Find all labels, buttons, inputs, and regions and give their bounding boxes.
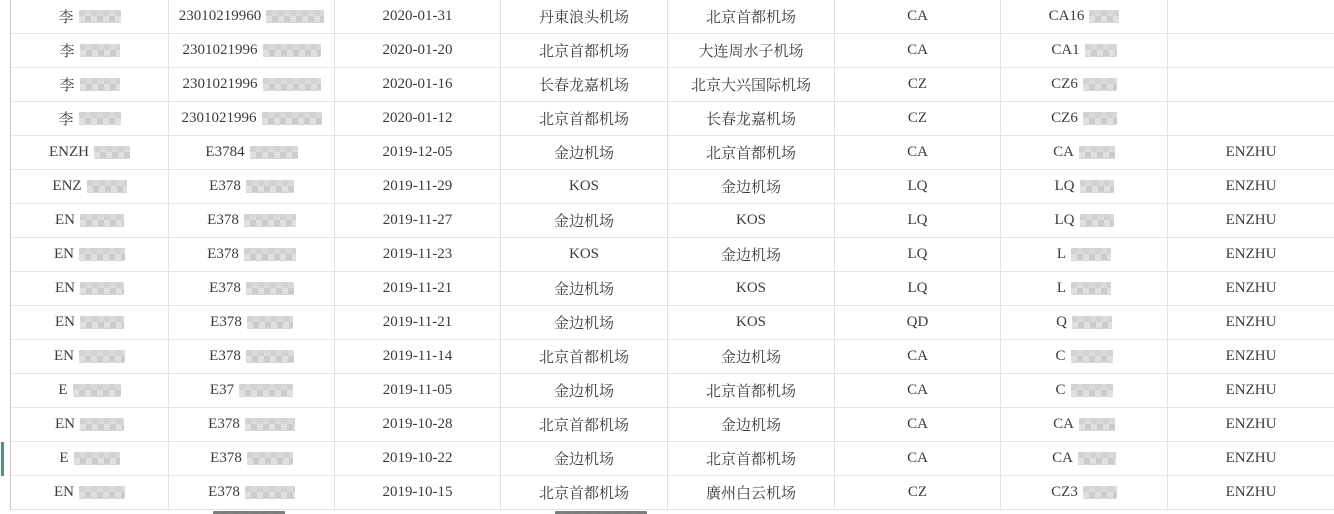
redaction-blur [1080,180,1114,193]
cell-text: 李 [58,10,74,26]
cell-id-number[interactable] [169,340,335,373]
cell-airline-code[interactable] [835,34,1001,67]
table-row [11,476,1334,510]
cell-flight-date[interactable] [335,476,501,509]
cell-text: 金边机场 [720,350,781,366]
cell-airline-code[interactable] [835,68,1001,101]
redaction-blur [1079,146,1115,159]
cell-text: 2020-01-31 [382,8,453,24]
cell-flight-number[interactable] [1001,136,1168,169]
cell-text: LQ [907,178,928,194]
cell-remark[interactable] [1168,374,1334,407]
cell-text: 丹東浪头机场 [538,10,629,26]
redaction-blur [250,146,298,159]
redaction-blur [239,384,293,397]
cell-text: 2019-11-23 [382,246,453,262]
redaction-blur [266,10,324,23]
cell-airline-code[interactable] [835,442,1001,475]
redaction-blur [244,214,296,227]
redaction-blur [80,214,124,227]
cell-flight-date[interactable] [335,34,501,67]
cell-arrival-airport[interactable] [668,272,835,305]
redaction-blur [1079,418,1115,431]
cell-name[interactable] [11,374,169,407]
cell-flight-date[interactable] [335,374,501,407]
cell-text: 金边机场 [720,248,781,264]
cell-departure-airport[interactable] [501,306,668,339]
cell-name[interactable] [11,204,169,237]
redaction-blur [247,316,293,329]
cell-flight-date[interactable] [335,102,501,135]
partial-bottom-row [10,510,1333,514]
table-row [11,204,1334,238]
cell-flight-number[interactable] [1001,476,1168,509]
redaction-blur [244,248,296,261]
table-row [11,408,1334,442]
cell-flight-number[interactable] [1001,442,1168,475]
cell-text: ENZHU [1225,382,1277,398]
redaction-blur [79,350,125,363]
cell-remark[interactable] [1168,0,1334,33]
cell-flight-date[interactable] [335,238,501,271]
cell-text: LQ [907,280,928,296]
cell-text: 北京首都机场 [538,350,629,366]
cell-name[interactable] [11,340,169,373]
cell-text: ENZHU [1225,178,1277,194]
cell-text: E37 [209,382,235,398]
cell-text: KOS [735,280,766,296]
cell-text: 2019-10-15 [382,484,453,500]
cell-text: 北京首都机场 [705,452,796,468]
cell-id-number[interactable] [169,272,335,305]
redaction-blur [80,282,124,295]
cell-arrival-airport[interactable] [668,0,835,33]
cell-arrival-airport[interactable] [668,136,835,169]
cell-arrival-airport[interactable] [668,306,835,339]
cell-text: 廣州白云机场 [705,486,796,502]
cell-flight-number[interactable] [1001,204,1168,237]
redaction-blur [246,180,294,193]
cell-id-number[interactable] [169,306,335,339]
table-row [11,136,1334,170]
table-row [11,102,1334,136]
cell-text: C [1055,348,1066,364]
cell-airline-code[interactable] [835,136,1001,169]
cell-text: E378 [210,450,242,466]
cell-airline-code[interactable] [835,238,1001,271]
cell-text: 北京首都机场 [538,486,629,502]
cell-flight-number[interactable] [1001,68,1168,101]
cell-id-number[interactable] [169,204,335,237]
cell-name[interactable] [11,238,169,271]
cell-flight-date[interactable] [335,408,501,441]
cell-flight-number[interactable] [1001,408,1168,441]
redaction-blur [1071,282,1111,295]
table-row [11,68,1334,102]
cell-airline-code[interactable] [835,272,1001,305]
redaction-blur [80,418,124,431]
cell-text: 2020-01-12 [382,110,453,126]
cell-remark[interactable] [1168,238,1334,271]
cell-text: EN [55,212,75,228]
redaction-blur [79,486,125,499]
cell-text: 2301021996 [181,110,257,126]
cell-text: CA [907,42,928,58]
cell-id-number[interactable] [169,68,335,101]
selection-marker [1,442,4,476]
cell-text: KOS [735,314,766,330]
cell-flight-date[interactable] [335,204,501,237]
redaction-blur [1083,112,1117,125]
cell-text: 2301021996 [182,76,258,92]
redaction-blur [79,112,121,125]
cell-text: CA [907,450,928,466]
cell-text: EN [55,280,75,296]
cell-text: CZ [907,110,928,126]
cell-airline-code[interactable] [835,374,1001,407]
cell-text: KOS [568,178,599,194]
cell-text: KOS [735,212,766,228]
cell-text: E378 [207,246,239,262]
redaction-blur [80,44,120,57]
cell-flight-date[interactable] [335,170,501,203]
cell-departure-airport[interactable] [501,340,668,373]
cell-flight-date[interactable] [335,0,501,33]
cell-text: ENZHU [1225,450,1277,466]
cell-text: CZ [907,76,928,92]
cell-remark[interactable] [1168,102,1334,135]
cell-text: E378 [208,484,240,500]
table-row [11,340,1334,374]
cell-text: E [59,450,69,466]
cell-text: 李 [59,78,75,94]
cell-flight-date[interactable] [335,272,501,305]
cell-remark[interactable] [1168,476,1334,509]
cell-text: 2019-11-29 [382,178,453,194]
cell-text: L [1056,280,1067,296]
cell-text: EN [54,348,74,364]
cell-text: LQ [1054,178,1075,194]
cell-departure-airport[interactable] [501,238,668,271]
redaction-blur [1071,248,1111,261]
cell-arrival-airport[interactable] [668,374,835,407]
cell-arrival-airport[interactable] [668,102,835,135]
cell-text: CA [907,416,928,432]
cell-departure-airport[interactable] [501,272,668,305]
cell-text: 金边机场 [553,214,614,230]
cell-text: E378 [210,314,242,330]
flight-records-table [10,0,1334,510]
cell-text: ENZHU [1225,280,1277,296]
cell-text: 2019-11-27 [382,212,453,228]
cell-text: 大连周水子机场 [698,44,804,60]
cell-text: 北京首都机场 [538,44,629,60]
cell-id-number[interactable] [169,102,335,135]
cell-text: CA [1053,144,1074,160]
cell-name[interactable] [11,170,169,203]
cell-departure-airport[interactable] [501,34,668,67]
redaction-blur [263,78,321,91]
cell-remark[interactable] [1168,68,1334,101]
cell-airline-code[interactable] [835,204,1001,237]
cell-flight-date[interactable] [335,442,501,475]
redaction-blur [1083,78,1117,91]
cell-arrival-airport[interactable] [668,408,835,441]
cell-remark[interactable] [1168,272,1334,305]
cell-text: 金边机场 [553,282,614,298]
cell-departure-airport[interactable] [501,374,668,407]
cell-text: 金边机场 [553,316,614,332]
cell-airline-code[interactable] [835,170,1001,203]
redaction-blur [1083,486,1117,499]
cell-text: ENZ [52,178,82,194]
redaction-blur [263,44,321,57]
cell-flight-date[interactable] [335,306,501,339]
redaction-blur [1078,452,1116,465]
cell-flight-number[interactable] [1001,306,1168,339]
cell-flight-number[interactable] [1001,34,1168,67]
cell-text: 23010219960 [178,8,262,24]
cell-text: CZ [907,484,928,500]
cell-text: 2019-11-21 [382,280,453,296]
cell-id-number[interactable] [169,136,335,169]
cell-text: 北京首都机场 [705,384,796,400]
redaction-blur [246,282,294,295]
cell-id-number[interactable] [169,170,335,203]
cell-name[interactable] [11,136,169,169]
cell-text: ENZHU [1225,348,1277,364]
cell-text: LQ [907,212,928,228]
cell-arrival-airport[interactable] [668,204,835,237]
cell-flight-number[interactable] [1001,0,1168,33]
redaction-blur [1080,214,1114,227]
cell-text: 2019-11-14 [382,348,453,364]
cell-text: 李 [59,44,75,60]
cell-text: 2020-01-20 [382,42,453,58]
cell-flight-date[interactable] [335,68,501,101]
cell-remark[interactable] [1168,204,1334,237]
cell-departure-airport[interactable] [501,0,668,33]
cell-id-number[interactable] [169,374,335,407]
cell-name[interactable] [11,306,169,339]
redaction-blur [1085,44,1117,57]
redaction-blur [247,452,293,465]
cell-text: LQ [1054,212,1075,228]
cell-remark[interactable] [1168,34,1334,67]
table-row [11,34,1334,68]
cell-text: CA [1053,416,1074,432]
table-row [11,272,1334,306]
cell-text: 2019-12-05 [382,144,453,160]
redaction-blur [1071,384,1113,397]
cell-id-number[interactable] [169,408,335,441]
cell-text: CA [907,382,928,398]
cell-text: CZ6 [1051,110,1078,126]
redaction-blur [74,452,120,465]
table-row [11,170,1334,204]
cell-text: L [1056,246,1067,262]
cell-text: 北京首都机场 [538,418,629,434]
cell-text: 金边机场 [720,180,781,196]
cell-text: E378 [208,416,240,432]
redaction-blur [79,10,121,23]
cell-flight-number[interactable] [1001,238,1168,271]
cell-departure-airport[interactable] [501,204,668,237]
cell-text: 2019-11-05 [382,382,453,398]
cell-text: ENZHU [1225,484,1277,500]
cell-text: CA16 [1048,8,1085,24]
cell-flight-number[interactable] [1001,340,1168,373]
cell-text: E378 [207,212,239,228]
cell-text: 2020-01-16 [382,76,453,92]
cell-text: KOS [568,246,599,262]
cell-departure-airport[interactable] [501,102,668,135]
cell-arrival-airport[interactable] [668,340,835,373]
cell-text: 2019-10-22 [382,450,453,466]
cell-remark[interactable] [1168,170,1334,203]
cell-name[interactable] [11,476,169,509]
cell-name[interactable] [11,0,169,33]
cell-airline-code[interactable] [835,306,1001,339]
cell-text: ENZHU [1225,212,1277,228]
cell-remark[interactable] [1168,306,1334,339]
cell-text: 金边机场 [553,146,614,162]
cell-remark[interactable] [1168,442,1334,475]
cell-name[interactable] [11,408,169,441]
cell-text: E3784 [205,144,245,160]
cell-flight-number[interactable] [1001,170,1168,203]
cell-airline-code[interactable] [835,408,1001,441]
cell-text: ENZHU [1225,246,1277,262]
cell-text: 李 [58,112,74,128]
cell-text: 长春龙嘉机场 [538,78,629,94]
cell-arrival-airport[interactable] [668,476,835,509]
cell-airline-code[interactable] [835,340,1001,373]
cell-flight-number[interactable] [1001,272,1168,305]
cell-departure-airport[interactable] [501,68,668,101]
redaction-blur [245,418,295,431]
cell-text: Q [1056,314,1067,330]
cell-text: 金边机场 [720,418,781,434]
cell-name[interactable] [11,34,169,67]
cell-airline-code[interactable] [835,102,1001,135]
cell-departure-airport[interactable] [501,408,668,441]
cell-text: CA [907,144,928,160]
cell-id-number[interactable] [169,34,335,67]
cell-flight-date[interactable] [335,340,501,373]
redaction-blur [262,112,322,125]
cell-flight-date[interactable] [335,136,501,169]
cell-text: 北京首都机场 [538,112,629,128]
cell-text: EN [54,484,74,500]
redaction-blur [79,248,125,261]
cell-name[interactable] [11,102,169,135]
cell-text: E378 [209,348,241,364]
cell-departure-airport[interactable] [501,170,668,203]
redaction-blur [80,78,120,91]
cell-text: CA [907,348,928,364]
cell-text: 长春龙嘉机场 [705,112,796,128]
cell-remark[interactable] [1168,136,1334,169]
cell-departure-airport[interactable] [501,136,668,169]
cell-arrival-airport[interactable] [668,238,835,271]
cell-name[interactable] [11,68,169,101]
cell-text: ENZHU [1225,416,1277,432]
table-row [11,374,1334,408]
cell-text: CA [907,8,928,24]
redaction-blur [80,316,124,329]
cell-text: CA1 [1051,42,1080,58]
redaction-blur [245,486,295,499]
table-row [11,306,1334,340]
cell-text: CZ3 [1051,484,1078,500]
cell-remark[interactable] [1168,340,1334,373]
cell-text: 金边机场 [553,384,614,400]
table-row [11,442,1334,476]
cell-airline-code[interactable] [835,0,1001,33]
cell-id-number[interactable] [169,442,335,475]
cell-text: E378 [209,178,241,194]
cell-text: 北京首都机场 [705,146,796,162]
cell-text: 金边机场 [553,452,614,468]
cell-text: ENZH [49,144,89,160]
redaction-blur [87,180,127,193]
cell-text: E378 [209,280,241,296]
cell-departure-airport[interactable] [501,442,668,475]
redaction-blur [73,384,121,397]
cell-text: LQ [907,246,928,262]
cell-name[interactable] [11,442,169,475]
cell-text: E [58,382,68,398]
cell-remark[interactable] [1168,408,1334,441]
cell-text: 2019-10-28 [382,416,453,432]
redaction-blur [1072,316,1112,329]
cell-id-number[interactable] [169,476,335,509]
cell-text: 北京首都机场 [705,10,796,26]
cell-text: ENZHU [1225,144,1277,160]
cell-arrival-airport[interactable] [668,34,835,67]
table-row [11,238,1334,272]
cell-id-number[interactable] [169,238,335,271]
cell-text: EN [55,416,75,432]
cell-text: CA [1052,450,1073,466]
cell-text: 北京大兴国际机场 [690,78,811,94]
cell-flight-number[interactable] [1001,102,1168,135]
cell-flight-number[interactable] [1001,374,1168,407]
cell-arrival-airport[interactable] [668,170,835,203]
cell-text: 2019-11-21 [382,314,453,330]
cell-text: C [1055,382,1066,398]
cell-departure-airport[interactable] [501,476,668,509]
cell-airline-code[interactable] [835,476,1001,509]
cell-arrival-airport[interactable] [668,442,835,475]
cell-name[interactable] [11,272,169,305]
redaction-blur [94,146,130,159]
cell-id-number[interactable] [169,0,335,33]
cell-text: EN [54,246,74,262]
cell-text: QD [906,314,929,330]
table-row [11,0,1334,34]
cell-text: CZ6 [1051,76,1078,92]
cell-arrival-airport[interactable] [668,68,835,101]
redaction-blur [1089,10,1119,23]
redaction-blur [246,350,294,363]
cell-text: 2301021996 [182,42,258,58]
cell-text: ENZHU [1225,314,1277,330]
cell-text: EN [55,314,75,330]
redaction-blur [1071,350,1113,363]
